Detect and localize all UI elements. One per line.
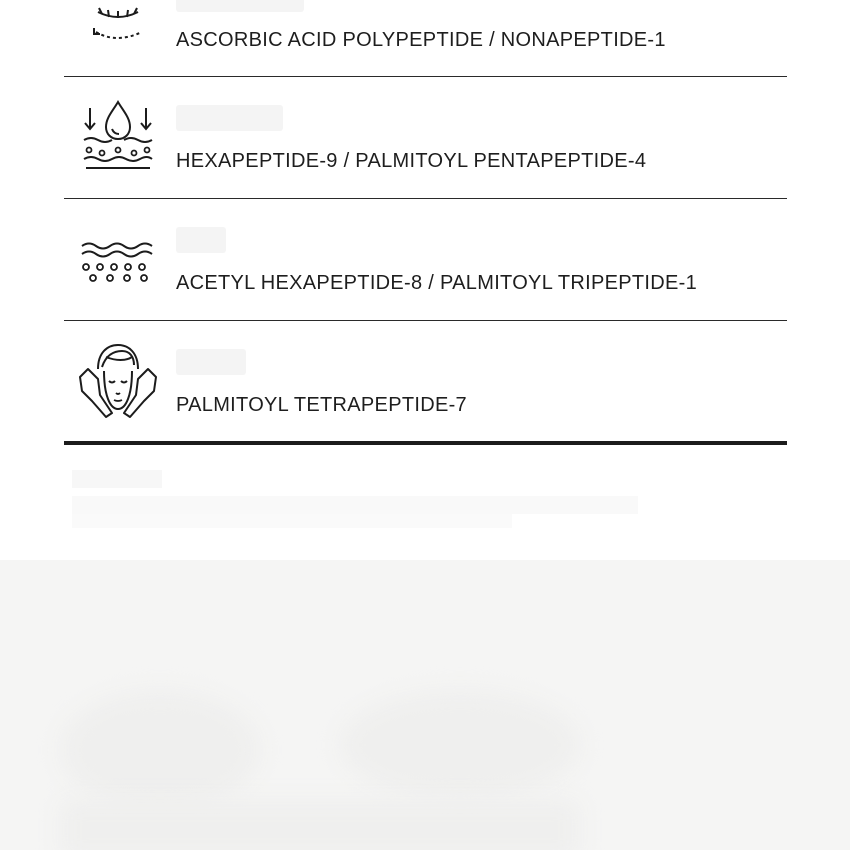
ingredient-row [64,199,787,321]
ingredient-list [64,0,787,445]
faded-shape [60,800,580,850]
faded-heading [176,105,283,131]
ingredient-row [64,77,787,199]
ingredient-row [64,0,787,77]
eyelash-icon [76,0,160,62]
faded-heading [176,349,246,375]
faded-shape [340,690,580,800]
wave-dots-icon [76,220,160,304]
ingredient-name: ACETYL HEXAPEPTIDE-8 / PALMITOYL TRIPEPTIDE-1 [176,272,698,294]
faded-footer-text [72,514,512,528]
faded-heading [176,227,226,253]
ingredient-name: ASCORBIC ACID POLYPEPTIDE / NONAPEPTIDE-1 [176,29,666,51]
faded-footer-text [72,496,638,514]
droplet-skin-icon [76,96,160,180]
face-massage-icon [76,339,160,423]
faded-heading [176,0,304,12]
faded-shape [60,690,260,810]
faded-footer-title [72,470,162,488]
faded-image-section [0,560,850,850]
ingredient-name: HEXAPEPTIDE-9 / PALMITOYL PENTAPEPTIDE-4 [176,150,647,172]
ingredient-name: PALMITOYL TETRAPEPTIDE-7 [176,394,467,416]
ingredient-row [64,321,787,445]
